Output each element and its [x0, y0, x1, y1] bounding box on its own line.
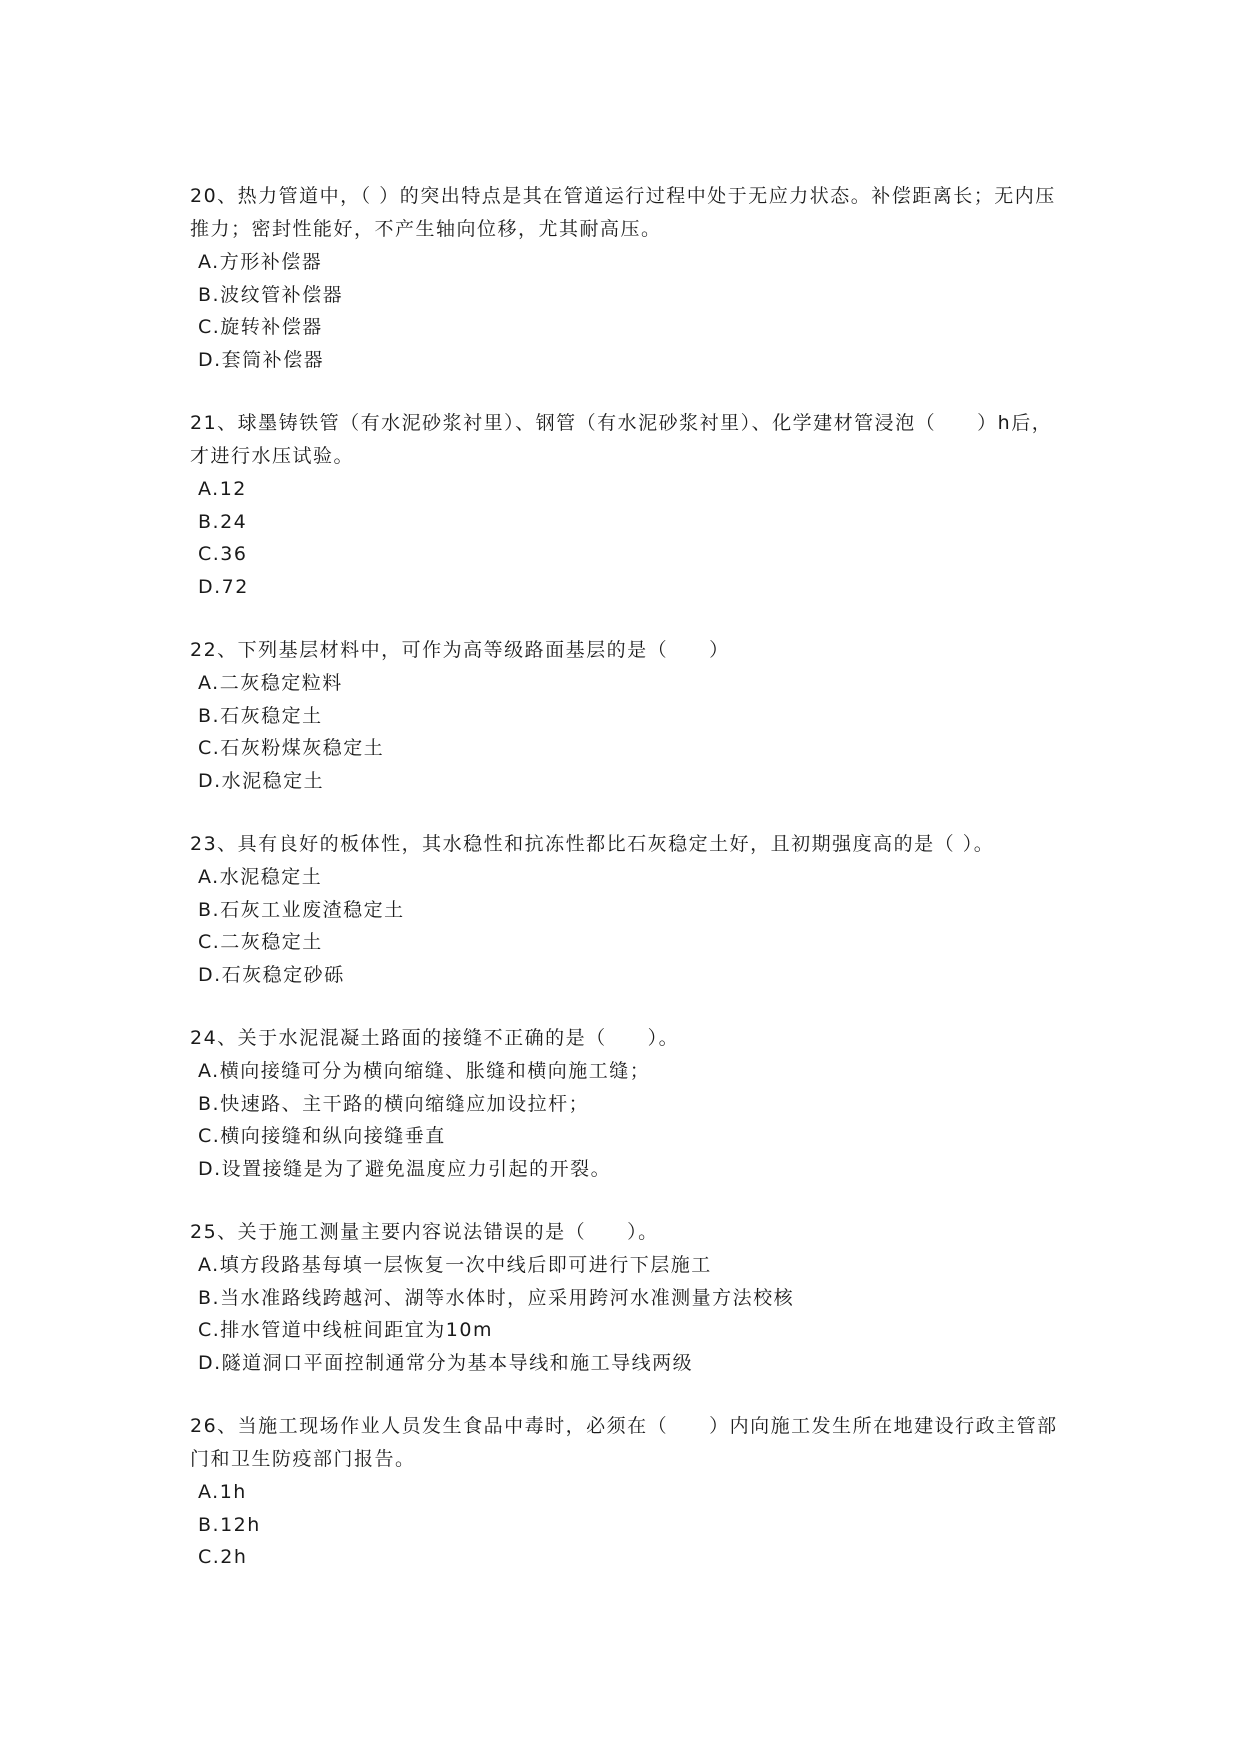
option-d: D.石灰稳定砂砾 — [198, 963, 345, 986]
question-stem: 20、热力管道中，（ ）的突出特点是其在管道运行过程中处于无应力状态。补偿距离长；无内压推力；密封性能好，不产生轴向位移，尤其耐高压。 — [190, 185, 1056, 240]
option-d: D.隧道洞口平面控制通常分为基本导线和施工导线两级 — [198, 1351, 694, 1374]
question-25 — [190, 1216, 1070, 1379]
option-b: B.波纹管补偿器 — [198, 283, 344, 306]
option-b: B.石灰工业废渣稳定土 — [198, 898, 405, 921]
question-26 — [190, 1410, 1070, 1574]
question-stem: 23、具有良好的板体性，其水稳性和抗冻性都比石灰稳定土好，且初期强度高的是（ ）。 — [190, 833, 995, 855]
question-22 — [190, 634, 1070, 797]
option-a: A.二灰稳定粒料 — [198, 672, 343, 694]
option-b: B.24 — [198, 510, 248, 533]
option-a: A.12 — [198, 478, 247, 500]
option-a: A.方形补偿器 — [198, 251, 323, 273]
option-c: C.旋转补偿器 — [198, 316, 323, 338]
question-20 — [190, 180, 1070, 376]
option-b: B.石灰稳定土 — [198, 704, 323, 727]
question-stem: 22、下列基层材料中，可作为高等级路面基层的是（ ） — [190, 639, 730, 661]
option-b: B.当水准路线跨越河、湖等水体时，应采用跨河水准测量方法校核 — [198, 1286, 795, 1309]
question-stem: 25、关于施工测量主要内容说法错误的是（ ）。 — [190, 1221, 659, 1243]
option-a: A.横向接缝可分为横向缩缝、胀缝和横向施工缝； — [198, 1060, 651, 1082]
option-a: A.1h — [198, 1481, 247, 1503]
option-b: B.快速路、主干路的横向缩缝应加设拉杆； — [198, 1092, 590, 1115]
option-c: C.二灰稳定土 — [198, 931, 323, 953]
question-24 — [190, 1022, 1070, 1185]
question-stem: 24、关于水泥混凝土路面的接缝不正确的是（ ）。 — [190, 1027, 680, 1049]
option-d: D.72 — [198, 575, 249, 598]
option-c: C.36 — [198, 543, 248, 565]
option-d: D.设置接缝是为了避免温度应力引起的开裂。 — [198, 1157, 612, 1180]
option-d: D.水泥稳定土 — [198, 769, 325, 792]
question-stem: 21、球墨铸铁管（有水泥砂浆衬里）、钢管（有水泥砂浆衬里）、化学建材管浸泡（ ）h后，才进行水压试验。 — [190, 412, 1053, 467]
option-c: C.横向接缝和纵向接缝垂直 — [198, 1125, 446, 1147]
option-c: C.2h — [198, 1546, 248, 1568]
exam-page — [190, 180, 1070, 1605]
question-stem: 26、当施工现场作业人员发生食品中毒时，必须在（ ）内向施工发生所在地建设行政主管部门和卫生防疫部门报告。 — [190, 1415, 1058, 1470]
question-23 — [190, 828, 1070, 991]
option-c: C.排水管道中线桩间距宜为10m — [198, 1319, 493, 1341]
question-21 — [190, 407, 1070, 603]
option-c: C.石灰粉煤灰稳定土 — [198, 737, 385, 759]
option-b: B.12h — [198, 1513, 261, 1536]
option-a: A.水泥稳定土 — [198, 866, 323, 888]
option-a: A.填方段路基每填一层恢复一次中线后即可进行下层施工 — [198, 1254, 712, 1276]
option-d: D.套筒补偿器 — [198, 348, 325, 371]
